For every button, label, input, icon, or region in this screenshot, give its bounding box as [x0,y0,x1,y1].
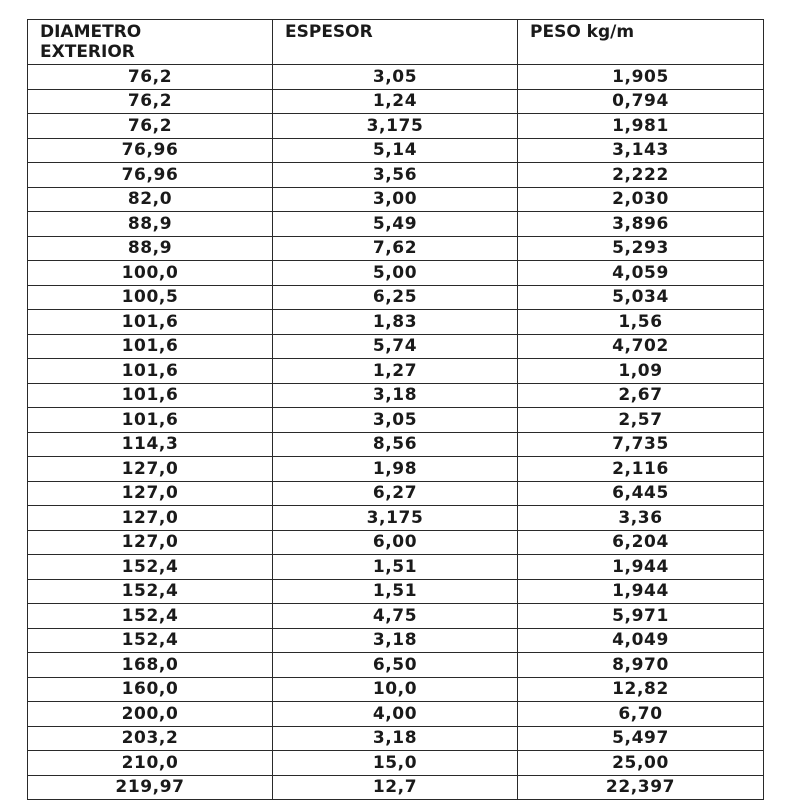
peso-cell: 22,397 [518,775,764,800]
header-peso: PESO kg/m [518,20,764,65]
diametro-cell: 127,0 [28,457,273,482]
peso-cell: 8,970 [518,653,764,678]
table-row [28,89,764,114]
espesor-cell: 5,74 [273,334,518,359]
table-row [28,359,764,384]
table-row [28,579,764,604]
table-body [28,65,764,800]
peso-cell: 1,981 [518,114,764,139]
espesor-cell: 1,83 [273,310,518,335]
espesor-cell: 7,62 [273,236,518,261]
pipe-specs-table [27,19,764,800]
diametro-cell: 200,0 [28,702,273,727]
table-row [28,506,764,531]
espesor-cell: 5,49 [273,212,518,237]
table-row [28,187,764,212]
table-row [28,481,764,506]
espesor-cell: 5,00 [273,261,518,286]
peso-cell: 1,905 [518,65,764,90]
diametro-cell: 168,0 [28,653,273,678]
espesor-cell: 6,27 [273,481,518,506]
table-row [28,310,764,335]
table-row [28,212,764,237]
diametro-cell: 76,2 [28,114,273,139]
espesor-cell: 3,56 [273,163,518,188]
table-row [28,604,764,629]
peso-cell: 6,445 [518,481,764,506]
diametro-cell: 203,2 [28,726,273,751]
diametro-cell: 100,5 [28,285,273,310]
peso-cell: 3,896 [518,212,764,237]
diametro-cell: 76,2 [28,89,273,114]
espesor-cell: 3,18 [273,383,518,408]
peso-cell: 7,735 [518,432,764,457]
peso-cell: 25,00 [518,751,764,776]
peso-cell: 5,293 [518,236,764,261]
espesor-cell: 5,14 [273,138,518,163]
peso-cell: 12,82 [518,677,764,702]
espesor-cell: 3,175 [273,114,518,139]
table-row [28,383,764,408]
espesor-cell: 3,18 [273,726,518,751]
espesor-cell: 3,05 [273,408,518,433]
header-diametro-exterior [28,20,273,65]
diametro-cell: 88,9 [28,212,273,237]
diametro-cell: 152,4 [28,555,273,580]
diametro-cell: 82,0 [28,187,273,212]
espesor-cell: 1,51 [273,555,518,580]
espesor-cell: 12,7 [273,775,518,800]
peso-cell: 2,116 [518,457,764,482]
espesor-cell: 1,98 [273,457,518,482]
table-row [28,261,764,286]
diametro-cell: 76,2 [28,65,273,90]
header-row [28,20,764,65]
espesor-cell: 15,0 [273,751,518,776]
header-espesor: ESPESOR [273,20,518,65]
diametro-cell: 127,0 [28,506,273,531]
diametro-cell: 152,4 [28,604,273,629]
diametro-cell: 160,0 [28,677,273,702]
table-row [28,677,764,702]
table-header [28,20,764,65]
diametro-cell: 101,6 [28,310,273,335]
table-row [28,628,764,653]
table-row [28,530,764,555]
table-row [28,751,764,776]
diametro-cell: 101,6 [28,334,273,359]
peso-cell: 2,030 [518,187,764,212]
table-row [28,285,764,310]
peso-cell: 2,222 [518,163,764,188]
diametro-cell: 101,6 [28,408,273,433]
table-row [28,726,764,751]
table-row [28,653,764,678]
peso-cell: 4,049 [518,628,764,653]
espesor-cell: 4,00 [273,702,518,727]
espesor-cell: 3,18 [273,628,518,653]
table-row [28,236,764,261]
diametro-cell: 88,9 [28,236,273,261]
pipe-specs-table-wrapper [27,19,764,800]
table-row [28,432,764,457]
diametro-cell: 76,96 [28,163,273,188]
peso-cell: 1,09 [518,359,764,384]
diametro-cell: 152,4 [28,628,273,653]
table-row [28,65,764,90]
espesor-cell: 3,175 [273,506,518,531]
espesor-cell: 6,00 [273,530,518,555]
espesor-cell: 1,51 [273,579,518,604]
diametro-cell: 210,0 [28,751,273,776]
table-row [28,334,764,359]
peso-cell: 1,56 [518,310,764,335]
espesor-cell: 3,00 [273,187,518,212]
peso-cell: 3,36 [518,506,764,531]
header-diametro-line1: DIAMETRO [40,22,142,42]
peso-cell: 6,204 [518,530,764,555]
peso-cell: 1,944 [518,555,764,580]
peso-cell: 5,034 [518,285,764,310]
table-row [28,555,764,580]
peso-cell: 5,497 [518,726,764,751]
table-row [28,163,764,188]
diametro-cell: 100,0 [28,261,273,286]
espesor-cell: 6,50 [273,653,518,678]
espesor-cell: 1,27 [273,359,518,384]
diametro-cell: 76,96 [28,138,273,163]
table-row [28,138,764,163]
diametro-cell: 127,0 [28,530,273,555]
peso-cell: 1,944 [518,579,764,604]
peso-cell: 6,70 [518,702,764,727]
peso-cell: 5,971 [518,604,764,629]
diametro-cell: 114,3 [28,432,273,457]
espesor-cell: 4,75 [273,604,518,629]
diametro-cell: 101,6 [28,359,273,384]
espesor-cell: 1,24 [273,89,518,114]
diametro-cell: 219,97 [28,775,273,800]
peso-cell: 2,67 [518,383,764,408]
peso-cell: 0,794 [518,89,764,114]
table-row [28,775,764,800]
peso-cell: 4,059 [518,261,764,286]
diametro-cell: 127,0 [28,481,273,506]
diametro-cell: 101,6 [28,383,273,408]
table-row [28,114,764,139]
peso-cell: 3,143 [518,138,764,163]
espesor-cell: 6,25 [273,285,518,310]
espesor-cell: 10,0 [273,677,518,702]
table-row [28,408,764,433]
diametro-cell: 152,4 [28,579,273,604]
header-diametro-line2: EXTERIOR [40,42,135,62]
table-row [28,702,764,727]
espesor-cell: 8,56 [273,432,518,457]
table-row [28,457,764,482]
peso-cell: 4,702 [518,334,764,359]
espesor-cell: 3,05 [273,65,518,90]
peso-cell: 2,57 [518,408,764,433]
